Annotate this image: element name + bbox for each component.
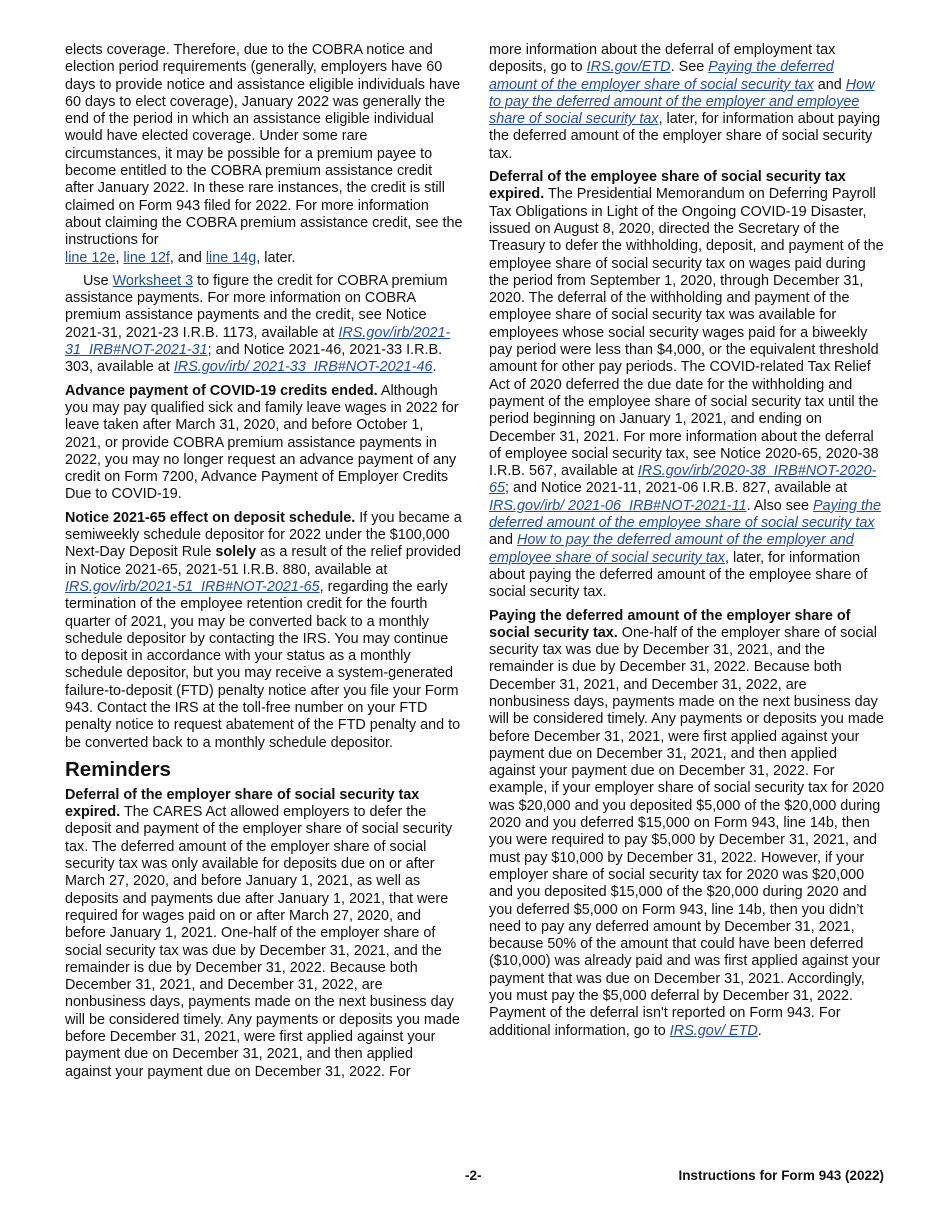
paying-employee-share-link[interactable]: Paying the deferred amount of the employee share of social security tax bbox=[489, 497, 881, 532]
worksheet-3-link[interactable]: Worksheet 3 bbox=[112, 272, 194, 289]
reminders-heading: Reminders bbox=[65, 757, 171, 781]
notice-2020-65-link[interactable]: IRS.gov/irb/2020-38_IRB#NOT-2020-65 bbox=[489, 463, 877, 497]
paying-deferred-paragraph: Paying the deferred amount of the employer share of social security tax. One-half of the employer share of social security tax was due by December 31, 2021, and the remainder is due by December 31, 2022. Because both December 31, 2021, and December 31, 2022, are nonbusiness days, payments made on the next business day will be considered timely. Any payments or deposits you made before December 31, 2021, were first applied against your payment due on December 31, 2021, and then applied against your payment due on December 31, 2022. For example, if your employer share of social security tax for 2020 was $20,000 and you deposited $5,000 of the $20,000 during 2020 and you deferred $15,000 on Form 943, line 14b, then you were required to pay $5,000 by December 31, 2021, and must pay $10,000 by December 31, 2022. However, if your employer share of social security tax for 2020 was $20,000 and you deposited $15,000 of the $20,000 during 2020 and you deferred $5,000 on Form 943, line 14b, then you didn’t need to pay any deferred amount by December 31, 2021, because 50% of the amount that could have been deferred ($10,000) was already paid and was first applied against your payment that was due on December 31, 2021. Accordingly, you must pay the $5,000 deferral by December 31, 2022. Payment of the deferral isn't reported on Form 943. For additional information, go to IRS.gov/ ETD. bbox=[489, 607, 885, 1039]
notice-2021-65-heading: Notice 2021-65 effect on deposit schedule. bbox=[65, 509, 356, 526]
left-column bbox=[65, 42, 463, 1087]
how-to-pay-link[interactable]: How to pay the deferred amount of the employer and employee share of social security tax bbox=[489, 76, 875, 128]
employee-deferral-heading: Deferral of the employee share of social security tax expired. bbox=[489, 169, 846, 203]
etd-info-paragraph: more information about the deferral of employment tax deposits, go to IRS.gov/ETD. See Paying the deferred amount of the employer share of social security tax and How to pay the deferred amount of the employer and employee share of social security tax, later, for information about paying the deferred amount of the employer share of social security tax. bbox=[489, 42, 881, 162]
page-number: -2- bbox=[465, 1168, 482, 1183]
worksheet-3-paragraph: Use Worksheet 3 to figure the credit for COBRA premium assistance payments. For more information on COBRA premium assistance payments and the credit, see Notice 2021-31, 2021-23 I.R.B. 1173, available at IRS.gov/irb/2021-31_IRB#NOT-2021-31; and Notice 2021-46, 2021-33 I.R.B. 303, available at IRS.gov/irb/ 2021-33_IRB#NOT-2021-46. bbox=[65, 272, 451, 376]
employee-deferral-paragraph: Deferral of the employee share of social security tax expired. The Presidential Memorandum on Deferring Payroll Tax Obligations in Light of the Ongoing COVID-19 Disaster, issued on August 8, 2020, directed the Secretary of the Treasury to defer the withholding, deposit, and payment of the employee share of social security tax on wages paid during the period from September 1, 2020, through December 31, 2020. The deferral of the withholding and payment of the employee share of social security tax was available for employees whose social security wages paid for a biweekly pay period were less than $4,000, or the equivalent threshold amount for other pay periods. The COVID-related Tax Relief Act of 2020 deferred the due date for the withholding and payment of the employee share of social security tax until the period beginning on January 1, 2021, and ending on December 31, 2021. For more information about the deferral of employee social security tax, see Notice 2020-65, 2020-38 I.R.B. 567, available at IRS.gov/irb/2020-38_IRB#NOT-2020-65; and Notice 2021-11, 2021-06 I.R.B. 827, available at IRS.gov/irb/ 2021-06_IRB#NOT-2021-11. Also see Paying the deferred amount of the employee share of social security tax and How to pay the deferred amount of the employer and employee share of social security tax, later, for information about paying the deferred amount of the employee share of social security tax. bbox=[489, 169, 884, 601]
notice-2021-11-link[interactable]: IRS.gov/irb/ 2021-06_IRB#NOT-2021-11 bbox=[489, 497, 747, 514]
notice-2021-65-paragraph: Notice 2021-65 effect on deposit schedule. If you became a semiweekly schedule depositor for 2022 under the $100,000 Next-Day Deposit Rule solely as a result of the relief provided in Notice 2021-65, 2021-51 I.R.B. 880, available at IRS.gov/irb/2021-51_IRB#NOT-2021-65, regarding the early termination of the employee retention credit for the fourth quarter of 2021, you may be converted back to a monthly schedule depositor by contacting the IRS. You may continue to deposit in accordance with your status as a monthly schedule depositor, but you may receive a system-generated failure-to-deposit (FTD) penalty notice after you file your Form 943. Contact the IRS at the toll-free number on your FTD penalty notice to request abatement of the FTD penalty and to be converted back to a monthly schedule depositor. bbox=[65, 509, 462, 751]
employer-deferral-heading: Deferral of the employer share of social security tax expired. bbox=[65, 786, 420, 821]
employer-deferral-paragraph: Deferral of the employer share of social security tax expired. The CARES Act allowed employers to defer the deposit and payment of the employer share of social security tax. The deferred amount of the employer share of social security tax was only available for deposits due on or after March 27, 2020, and before January 1, 2021, as well as deposits and payments due after January 1, 2021, that were required for wages paid on or after March 27, 2020, and before January 1, 2021. One-half of the employer share of social security tax was due by December 31, 2021, and the remainder is due by December 31, 2022. Because both December 31, 2021, and December 31, 2022, are nonbusiness days, payments made on the next business day will be considered timely. Any payments or deposits you made before December 31, 2021, were first applied against your payment due on December 31, 2021, and then applied against your payment due on December 31, 2022. For bbox=[65, 786, 460, 1080]
line-14g-link[interactable]: line 14g bbox=[205, 249, 257, 266]
how-to-pay-employee-link[interactable]: How to pay the deferred amount of the employer and employee share of social security tax bbox=[489, 532, 854, 566]
right-column bbox=[489, 42, 885, 1046]
notice-2021-31-link[interactable]: IRS.gov/irb/2021-31_IRB#NOT-2021-31 bbox=[65, 324, 451, 359]
paying-deferred-heading: Paying the deferred amount of the employer share of social security tax. bbox=[489, 607, 851, 641]
advance-payment-heading: Advance payment of COVID-19 credits ended. bbox=[65, 382, 378, 399]
irs-etd-link-2[interactable]: IRS.gov/ ETD bbox=[669, 1022, 758, 1039]
advance-payment-paragraph: Advance payment of COVID-19 credits ended. Although you may pay qualified sick and family leave wages in 2022 for leave taken after March 31, 2020, and before October 1, 2021, or provide COBRA premium assistance payments in 2022, you may no longer request an advance payment of any credit on Form 7200, Advance Payment of Employer Credits Due to COVID-19. bbox=[65, 382, 459, 503]
notice-2021-65-link[interactable]: IRS.gov/irb/2021-51_IRB#NOT-2021-65 bbox=[65, 578, 320, 595]
line-12e-link[interactable]: line 12e bbox=[65, 249, 116, 266]
line-12f-link[interactable]: line 12f bbox=[123, 249, 170, 266]
notice-2021-46-link[interactable]: IRS.gov/irb/ 2021-33_IRB#NOT-2021-46 bbox=[173, 359, 433, 376]
paying-employer-share-link[interactable]: Paying the deferred amount of the employer share of social security tax bbox=[489, 59, 834, 93]
irs-etd-link[interactable]: IRS.gov/ETD bbox=[586, 59, 671, 76]
form-title: Instructions for Form 943 (2022) bbox=[678, 1168, 884, 1183]
cobra-continuation-paragraph: elects coverage. Therefore, due to the COBRA notice and election period requirements (generally, employers have 60 days to provide notice and assistance eligible individuals have 60 days to elect coverage), January 2022 was generally the end of the period in which an assistance eligible individual would have elected coverage. Under some rare circumstances, it may be possible for a premium payee to become entitled to the COBRA premium assistance credit after January 2022. In these rare instances, the credit is still claimed on Form 943 filed for 2022. For more information about claiming the COBRA premium assistance credit, see the instructions for line 12e, line 12f, and line 14g, later. bbox=[65, 42, 463, 266]
